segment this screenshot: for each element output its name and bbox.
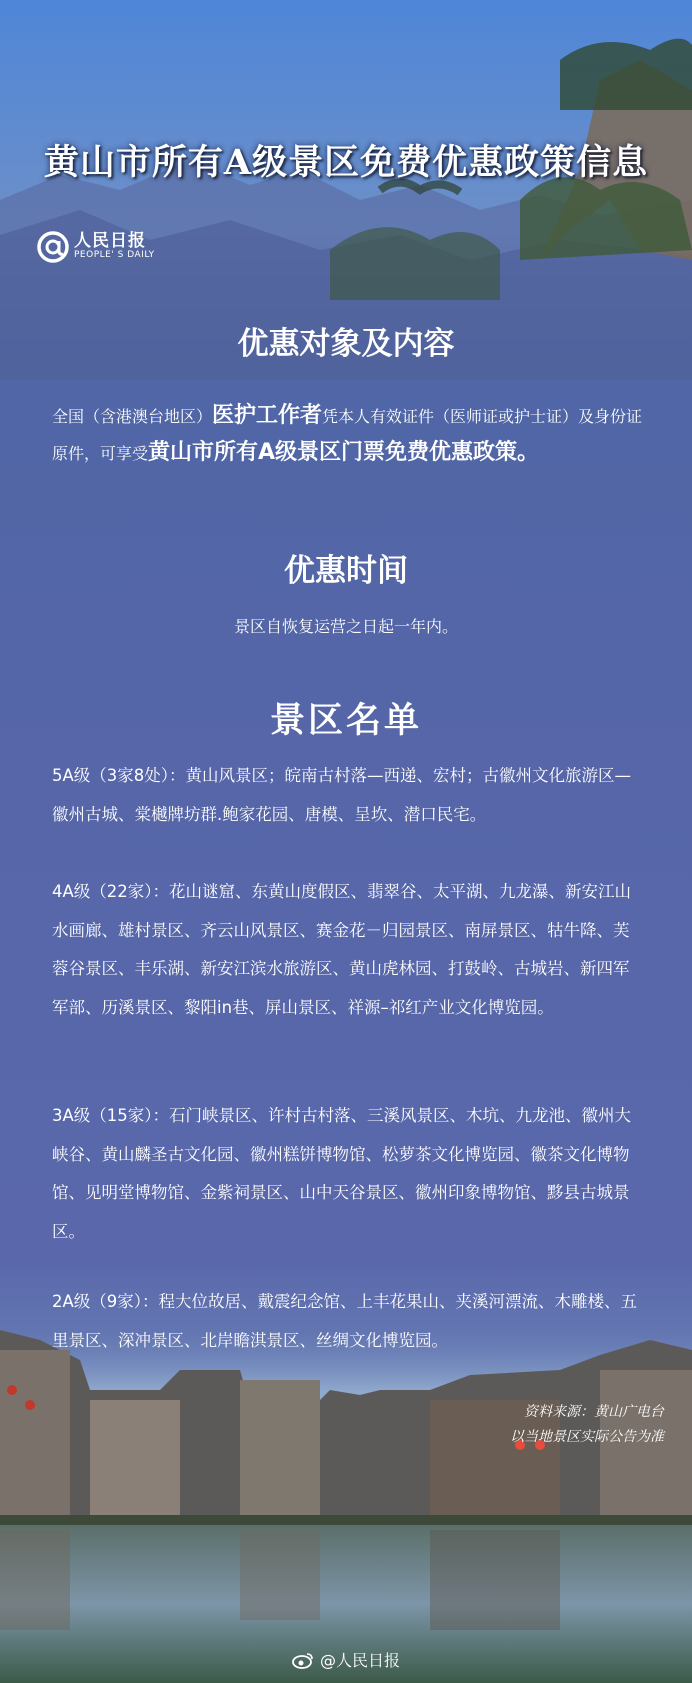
time-text: 景区自恢复运营之日起一年内。	[233, 617, 458, 636]
eligibility-benefit: 黄山市所有A级景区门票免费优惠政策。	[148, 440, 540, 465]
weibo-handle: @人民日报	[319, 1651, 400, 1670]
weibo-icon	[292, 1651, 314, 1669]
eligibility-region: 全国（含港澳台地区）	[52, 407, 213, 426]
at-logo-icon	[36, 230, 70, 264]
list-5a: 5A级（3家8处）：黄山风景区；皖南古村落—西递、宏村；古徽州文化旅游区—徽州古城、棠樾牌坊群.鲍家花园、唐模、呈坎、潜口民宅。	[52, 766, 632, 824]
source-note	[510, 1400, 664, 1450]
page-title: 黄山市所有A级景区免费优惠政策信息	[43, 142, 649, 183]
village-scene	[0, 1330, 692, 1683]
peoples-daily-logo	[36, 230, 155, 264]
list-3a: 3A级（15家）：石门峡景区、许村古村落、三溪风景区、木坑、九龙池、徽州大峡谷、黄山麟圣古文化园、徽州糕饼博物馆、松萝茶文化博览园、徽茶文化博物馆、见明堂博物馆、金紫祠景区、山中天谷景区、徽州印象博物馆、黟县古城景区。	[52, 1106, 632, 1241]
list-4a: 4A级（22家）：花山谜窟、东黄山度假区、翡翠谷、太平湖、九龙瀑、新安江山水画廊、雄村景区、齐云山风景区、赛金花－归园景区、南屏景区、牯牛降、芙蓉谷景区、丰乐湖、新安江滨水旅游区、黄山虎林园、打鼓岭、古城岩、新四军军部、历溪景区、黎阳in巷、屏山景区、祥源–祁红产业文化博览园。	[52, 882, 632, 1017]
logo-english: PEOPLE' S DAILY	[74, 250, 155, 261]
disclaimer-line: 以当地景区实际公告为准	[510, 1429, 664, 1445]
section-heading-eligibility: 优惠对象及内容	[237, 326, 455, 362]
source-line: 资料来源：黄山广电台	[524, 1404, 664, 1420]
logo-name: 人民日报	[74, 231, 146, 252]
eligibility-requirement: 凭本人有效证件（医师证或护士证）及身份证原件，可享受	[52, 407, 643, 463]
weibo-watermark	[0, 1648, 692, 1671]
eligibility-paragraph	[52, 398, 648, 472]
section-heading-time: 优惠时间	[284, 553, 408, 589]
eligibility-target: 医护工作者	[212, 403, 323, 428]
list-2a: 2A级（9家）：程大位故居、戴震纪念馆、上丰花果山、夹溪河漂流、木雕楼、五里景区、深冲景区、北岸瞻淇景区、丝绸文化博览园。	[52, 1292, 638, 1350]
section-heading-list: 景区名单	[269, 701, 422, 741]
